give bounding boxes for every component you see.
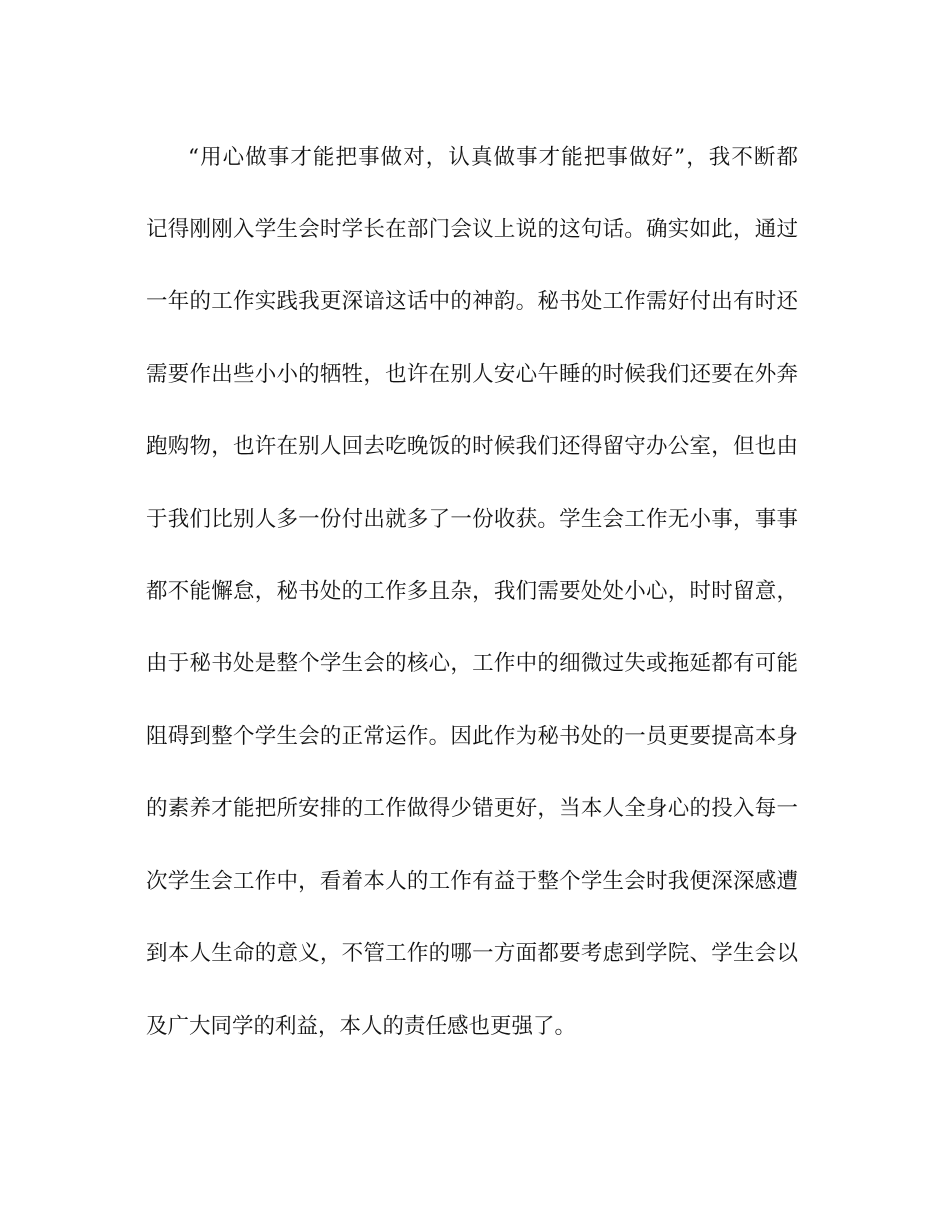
paragraph-line-4: 需要作出些小小的牺牲，也许在别人安心午睡的时候我们还要在外奔 bbox=[146, 362, 798, 387]
paragraph-line-6: 于我们比别人多一份付出就多了一份收获。学生会工作无小事，事事 bbox=[146, 507, 798, 532]
paragraph-line-9: 阻碍到整个学生会的正常运作。因此作为秘书处的一员更要提高本身 bbox=[146, 724, 798, 749]
paragraph-line-12: 到本人生命的意义，不管工作的哪一方面都要考虑到学院、学生会以 bbox=[146, 941, 798, 966]
paragraph-line-5: 跑购物，也许在别人回去吃晚饭的时候我们还得留守办公室，但也由 bbox=[146, 434, 798, 459]
paragraph-line-3: 一年的工作实践我更深谙这话中的神韵。秘书处工作需好付出有时还 bbox=[146, 289, 798, 314]
paragraph-line-8: 由于秘书处是整个学生会的核心，工作中的细微过失或拖延都有可能 bbox=[146, 651, 798, 676]
paragraph-line-2: 记得刚刚入学生会时学长在部门会议上说的这句话。确实如此，通过 bbox=[146, 217, 798, 242]
paragraph-line-13: 及广大同学的利益，本人的责任感也更强了。 bbox=[146, 1014, 577, 1039]
paragraph-line-10: 的素养才能把所安排的工作做得少错更好，当本人全身心的投入每一 bbox=[146, 796, 798, 821]
paragraph-line-1: “用心做事才能把事做对，认真做事才能把事做好”，我不断都 bbox=[188, 145, 798, 170]
paragraph-line-7: 都不能懈怠，秘书处的工作多且杂，我们需要处处小心，时时留意， bbox=[146, 579, 798, 604]
paragraph-line-11: 次学生会工作中，看着本人的工作有益于整个学生会时我便深深感遭 bbox=[146, 869, 798, 894]
